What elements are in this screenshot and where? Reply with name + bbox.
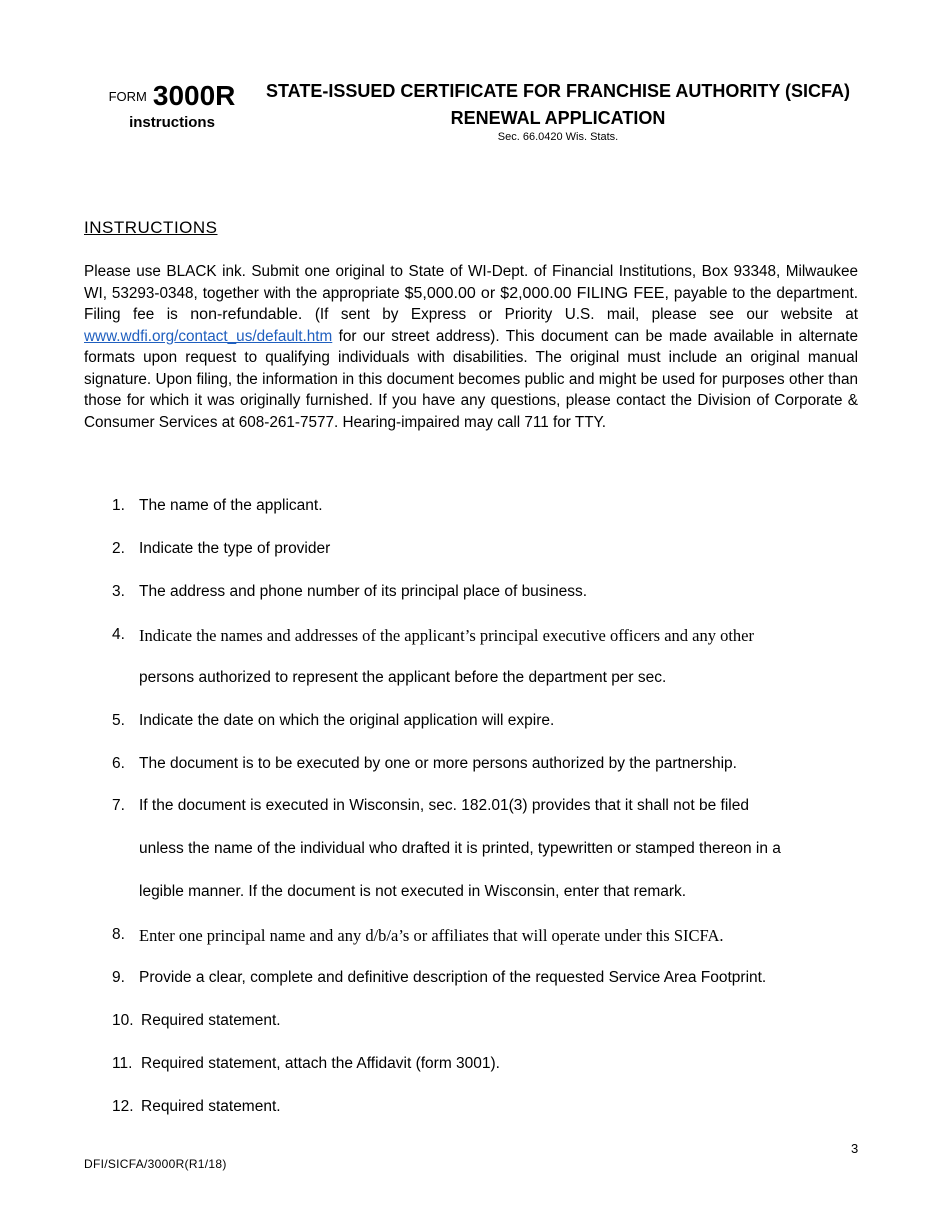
item-text-continued: unless the name of the individual who drafted it is printed, typewritten or stamped thereon in a bbox=[139, 840, 781, 857]
form-label: FORM bbox=[108, 89, 147, 104]
form-subtitle: instructions bbox=[129, 114, 215, 131]
item-text-continued: legible manner. If the document is not executed in Wisconsin, enter that remark. bbox=[139, 883, 687, 900]
item-number: 6. bbox=[112, 755, 125, 772]
item-text: Required statement, attach the Affidavit (form 3001). bbox=[141, 1055, 500, 1072]
item-text: The address and phone number of its principal place of business. bbox=[139, 583, 588, 600]
filing-fee: $5,000.00 or $2,000.00 FILING FEE, bbox=[404, 284, 669, 302]
item-text-continued: persons authorized to represent the applicant before the department per sec. bbox=[139, 669, 667, 686]
item-number: 4. bbox=[112, 626, 125, 643]
page-number: 3 bbox=[851, 1141, 859, 1156]
instructions-heading: INSTRUCTIONS bbox=[84, 218, 218, 237]
paragraph-part-4: for our street address). This document can be made available in alternate formats upon request to qualifying individuals with disabilities. The original must include an original manual signature. Upon filing, the information in this document becomes public and might be used for purposes other than those for which it was originally furnished. If you have any questions, please contact the Division of Corporate & Consumer Services at 608-261-7577. Hearing-impaired may call 711 for TTY. bbox=[84, 327, 858, 431]
non-refundable-text: non-refundable. bbox=[190, 306, 303, 323]
paragraph-part-1: Please use BLACK ink. Submit one original to State of WI-Dept. of Financial Institutions, Box 93348, Milwaukee WI, 53293-0348, together with the appropriate bbox=[84, 263, 858, 302]
contact-link[interactable]: www.wdfi.org/contact_us/default.htm bbox=[84, 327, 333, 345]
item-number: 9. bbox=[112, 969, 125, 986]
document-title bbox=[262, 78, 854, 143]
item-number: 8. bbox=[112, 926, 125, 943]
item-text: Indicate the type of provider bbox=[139, 540, 331, 557]
item-number: 2. bbox=[112, 540, 125, 557]
item-text: The name of the applicant. bbox=[139, 497, 323, 514]
item-number: 10. bbox=[112, 1012, 134, 1029]
item-text: Enter one principal name and any d/b/a’s or affiliates that will operate under this SICFA. bbox=[139, 926, 724, 945]
item-text: Provide a clear, complete and definitive description of the requested Service Area Footprint. bbox=[139, 969, 767, 986]
form-code: DFI/SICFA/3000R(R1/18) bbox=[84, 1157, 227, 1171]
item-text: Required statement. bbox=[141, 1098, 281, 1115]
item-number: 7. bbox=[112, 797, 125, 814]
item-text: Indicate the names and addresses of the applicant’s principal executive officers and any other bbox=[139, 626, 754, 645]
form-number: 3000R bbox=[152, 80, 236, 111]
item-number: 5. bbox=[112, 712, 125, 729]
statute-reference: Sec. 66.0420 Wis. Stats. bbox=[497, 131, 619, 143]
item-text: Indicate the date on which the original application will expire. bbox=[139, 712, 555, 729]
title-line-2: RENEWAL APPLICATION bbox=[450, 108, 666, 128]
item-number: 3. bbox=[112, 583, 125, 600]
title-line-1: STATE-ISSUED CERTIFICATE FOR FRANCHISE AUTHORITY (SICFA) bbox=[266, 81, 850, 101]
item-number: 1. bbox=[112, 497, 125, 514]
form-identifier bbox=[92, 80, 252, 131]
item-number: 12. bbox=[112, 1098, 134, 1115]
paragraph-part-3: (If sent by Express or Priority U.S. mail, please see our website at bbox=[302, 306, 858, 323]
form-number-line bbox=[92, 80, 252, 112]
item-text: If the document is executed in Wisconsin, sec. 182.01(3) provides that it shall not be filed bbox=[139, 797, 749, 814]
item-text: Required statement. bbox=[141, 1012, 281, 1029]
item-text: The document is to be executed by one or more persons authorized by the partnership. bbox=[139, 755, 737, 772]
instructions-paragraph bbox=[84, 261, 858, 433]
item-number: 11. bbox=[112, 1055, 133, 1072]
paragraph-part-2: payable to the department. Filing fee is bbox=[84, 284, 858, 323]
